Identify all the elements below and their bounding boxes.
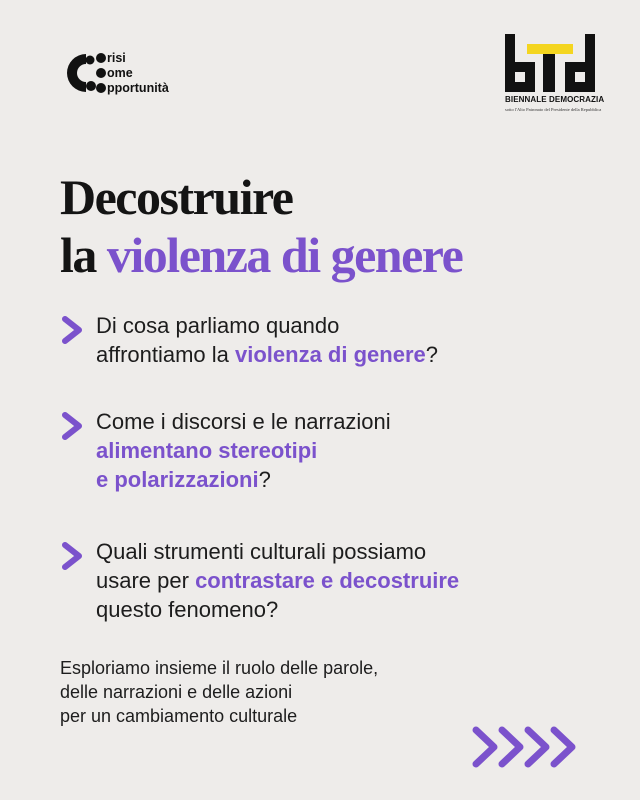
chevron-right-icon: [60, 541, 86, 571]
title-line-2: la violenza di genere: [60, 227, 463, 283]
outro-line-2: delle narrazioni e delle azioni: [60, 682, 293, 702]
question-highlight: e polarizzazioni: [96, 467, 259, 492]
question-fragment: usare per: [96, 568, 196, 593]
bd-logo-mark-icon: [505, 34, 595, 94]
question-text: [96, 407, 391, 494]
triple-chevron-right-icon[interactable]: [468, 722, 584, 772]
outro-text: [60, 656, 378, 728]
cco-initial-dot-icon: [96, 68, 106, 78]
question-highlight: alimentano stereotipi: [96, 438, 318, 463]
cco-line-1: risi: [96, 51, 169, 66]
biennale-democrazia-logo: [505, 34, 605, 124]
cco-initial-dot-icon: [96, 83, 106, 93]
chevron-right-icon: [60, 411, 86, 441]
cco-logo-text: [96, 51, 169, 96]
bd-logo-name: BIENNALE DEMOCRAZIA: [505, 95, 605, 104]
question-fragment: Come i discorsi e le narrazioni: [96, 409, 391, 434]
question-fragment: questo fenomeno?: [96, 597, 279, 622]
cco-initial-dot-icon: [96, 53, 106, 63]
question-text: [96, 311, 438, 369]
cco-line-2: ome: [96, 66, 169, 81]
cco-line-3: pportunità: [96, 81, 169, 96]
outro-line-3: per un cambiamento culturale: [60, 706, 298, 726]
title-highlight: violenza di genere: [106, 227, 463, 283]
question-fragment: Quali strumenti culturali possiamo: [96, 539, 427, 564]
outro-line-1: Esploriamo insieme il ruolo delle parole,: [60, 658, 379, 678]
question-fragment: affrontiamo la: [96, 342, 236, 367]
page-title: [60, 168, 462, 284]
question-fragment: Di cosa parliamo quando: [96, 313, 340, 338]
question-fragment: ?: [425, 342, 438, 367]
question-text: [96, 537, 459, 624]
question-fragment: ?: [258, 467, 271, 492]
bd-logo-subtitle: sotto l'Alto Patronato del Presidente della Repubblica: [505, 107, 602, 112]
title-line-1: Decostruire: [60, 169, 293, 225]
question-highlight: violenza di genere: [235, 342, 426, 367]
crisi-come-opportunita-logo: [60, 48, 220, 98]
question-highlight: contrastare e decostruire: [195, 568, 460, 593]
chevron-right-icon: [60, 315, 86, 345]
